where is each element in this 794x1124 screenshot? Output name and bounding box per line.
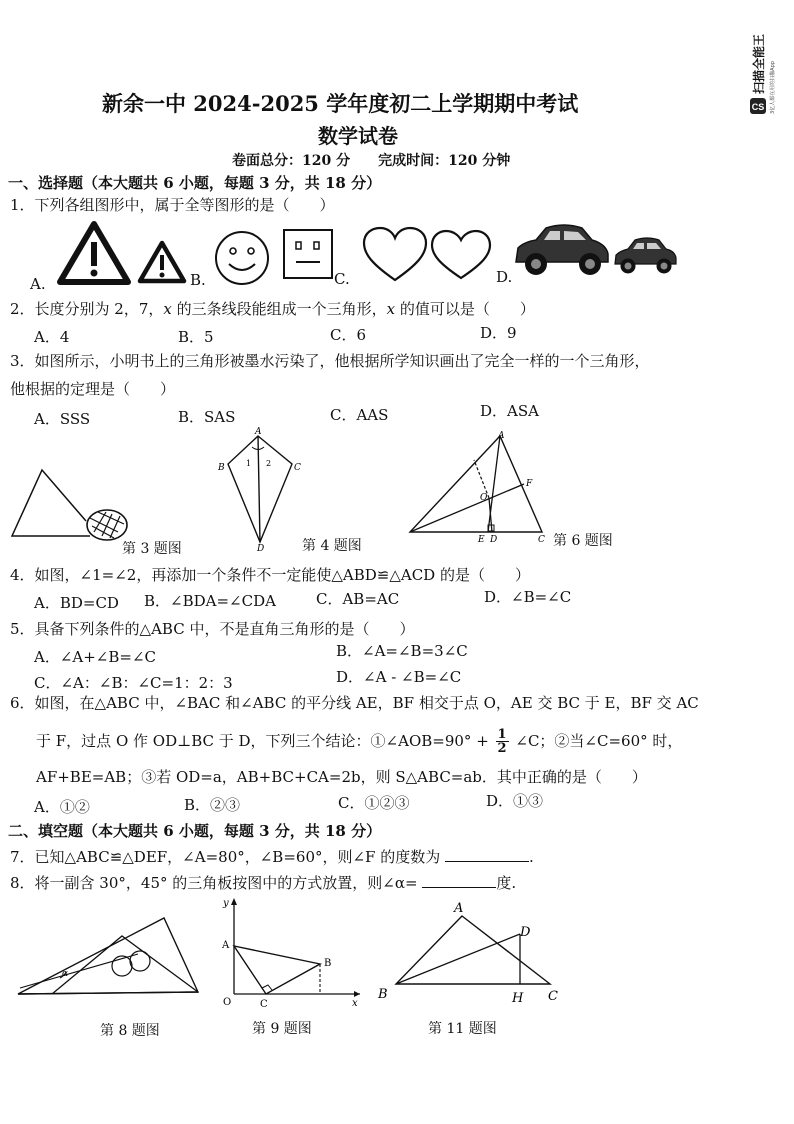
svg-text:1: 1 (246, 459, 252, 468)
q2-stem-part-a: 2．长度分别为 2，7， (10, 300, 164, 318)
q3-option-c: C．AAS (330, 406, 389, 424)
exam-title: 新余一中 2024-2025 学年度初二上学期期中考试 (102, 91, 579, 116)
svg-text:α: α (62, 969, 69, 979)
svg-text:2: 2 (266, 459, 272, 468)
q8-stem-text: 8．将一副含 30°，45° 的三角板按图中的方式放置，则∠α= (10, 874, 418, 892)
q4-option-b: B．∠BDA=∠CDA (144, 592, 276, 610)
q4-option-d: D．∠B=∠C (484, 588, 572, 606)
caption-fig9: 第 9 题图 (252, 1021, 312, 1037)
q7-stem-end: . (529, 848, 534, 866)
heart-large-icon (362, 226, 428, 282)
svg-text:B: B (218, 463, 225, 473)
q3-option-d: D．ASA (480, 402, 539, 420)
caption-fig4: 第 4 题图 (302, 538, 362, 554)
q6-option-c: C．①②③ (338, 794, 410, 812)
smiley-square-icon (282, 228, 334, 280)
heart-small-icon (430, 228, 492, 280)
q5-option-a: A．∠A+∠B=∠C (34, 648, 157, 666)
caption-fig11: 第 11 题图 (428, 1021, 497, 1037)
badge-tagline: 3亿人都在用的扫描App (770, 61, 776, 114)
figure-6-triangle (404, 428, 554, 546)
q2-stem (10, 298, 535, 319)
q2-var-1: x (163, 300, 172, 318)
q8-stem (10, 872, 516, 893)
q7-answer-blank[interactable] (445, 847, 529, 862)
car-large-icon (512, 222, 612, 278)
svg-text:H: H (512, 991, 524, 1006)
q2-option-b: B．5 (178, 328, 214, 346)
svg-text:C: C (538, 535, 545, 545)
section-fill-heading: 二、填空题（本大题共 6 小题，每题 3 分，共 18 分） (8, 822, 382, 840)
q2-stem-part-c: 的值可以是（ ） (395, 300, 535, 318)
q6-option-b: B．②③ (184, 796, 241, 814)
svg-text:x: x (352, 998, 358, 1009)
q2-stem-part-b: 的三条线段能组成一个三角形， (171, 300, 387, 318)
warning-triangle-small-icon (138, 240, 186, 284)
car-small-icon (612, 236, 678, 276)
exam-info: 卷面总分：120 分 完成时间：120 分钟 (232, 153, 511, 169)
scanner-badge (748, 12, 784, 120)
q6-line3: AF+BE=AB；③若 OD=a，AB+BC+CA=2b，则 S△ABC=ab．其中正确的是（ ） (36, 768, 647, 786)
svg-text:B: B (378, 987, 388, 1002)
q2-var-2: x (386, 300, 396, 318)
q8-stem-end: 度. (496, 874, 517, 892)
q8-answer-blank[interactable] (422, 873, 496, 888)
caption-fig8: 第 8 题图 (100, 1023, 160, 1039)
q2-option-a: A．4 (34, 328, 70, 346)
q2-option-d: D．9 (480, 324, 517, 342)
smiley-circle-icon (214, 230, 270, 286)
q5-option-d: D．∠A - ∠B=∠C (336, 668, 462, 686)
figure-4-kite (212, 427, 312, 554)
q6-fraction-den: 2 (497, 741, 507, 756)
svg-text:A: A (222, 940, 230, 951)
q6-line2-part-a: 于 F，过点 O 作 OD⊥BC 于 D，下列三个结论：①∠AOB=90° + (36, 732, 489, 750)
svg-text:E: E (478, 535, 485, 545)
svg-text:A: A (454, 901, 464, 916)
figure-11-triangle (374, 898, 574, 1008)
q3-line1: 3．如图所示，小明书上的三角形被墨水污染了，他根据所学知识画出了完全一样的一个三角形， (10, 352, 650, 370)
svg-text:D: D (520, 925, 531, 940)
svg-text:O: O (480, 493, 488, 503)
scanner-logo-icon (748, 12, 784, 120)
badge-name: 扫描全能王 (752, 33, 766, 94)
q6-line1: 6．如图，在△ABC 中，∠BAC 和∠ABC 的平分线 AE，BF 相交于点 O，AE 交 BC 于 E，BF 交 AC (10, 694, 699, 712)
figure-9-coordinate (216, 894, 366, 1014)
q5-option-c: C．∠A：∠B：∠C=1：2：3 (34, 674, 233, 692)
section-choice-heading: 一、选择题（本大题共 6 小题，每题 3 分，共 18 分） (8, 174, 382, 192)
q6-option-d: D．①③ (486, 792, 544, 810)
q5-stem: 5．具备下列条件的△ABC 中，不是直角三角形的是（ ） (10, 620, 415, 638)
warning-triangle-large-icon (58, 220, 130, 286)
svg-text:C: C (548, 989, 558, 1004)
q6-option-a: A．①② (34, 798, 90, 816)
figure-8-set-squares (16, 914, 202, 998)
q1-option-b: B. (190, 271, 206, 289)
q7-stem-text: 7．已知△ABC≌△DEF，∠A=80°，∠B=60°，则∠F 的度数为 (10, 848, 441, 866)
q3-option-a: A．SSS (34, 410, 91, 428)
svg-text:A: A (255, 427, 262, 437)
svg-text:y: y (223, 898, 229, 909)
q6-line2-part-b: ∠C；②当∠C=60° 时， (515, 732, 683, 750)
svg-text:C: C (294, 463, 301, 473)
caption-fig3: 第 3 题图 (122, 541, 182, 557)
q3-line2: 他根据的定理是（ ） (10, 380, 176, 398)
svg-text:D: D (257, 544, 265, 554)
q1-option-a: A. (30, 275, 46, 293)
svg-text:O: O (223, 997, 232, 1008)
q3-option-b: B．SAS (178, 408, 236, 426)
exam-subtitle: 数学试卷 (318, 124, 398, 148)
q7-stem (10, 846, 534, 867)
q6-line2 (36, 728, 682, 756)
q2-option-c: C．6 (330, 326, 367, 344)
q6-fraction-num: 1 (497, 727, 507, 742)
q6-fraction (496, 728, 509, 756)
q1-option-d: D. (496, 268, 513, 286)
svg-text:C: C (260, 999, 268, 1010)
svg-text:F: F (526, 479, 533, 489)
figure-3-ink-triangle (10, 466, 132, 540)
svg-text:B: B (324, 958, 332, 969)
q4-option-c: C．AB=AC (316, 590, 400, 608)
q4-option-a: A．BD=CD (34, 594, 119, 612)
q1-option-c: C. (334, 270, 350, 288)
svg-text:CS: CS (751, 102, 765, 112)
q1-stem: 1．下列各组图形中，属于全等图形的是（ ） (10, 196, 335, 214)
q5-option-b: B．∠A=∠B=3∠C (336, 642, 468, 660)
caption-fig6: 第 6 题图 (553, 533, 613, 549)
svg-text:A: A (498, 431, 505, 441)
q4-stem: 4．如图，∠1=∠2，再添加一个条件不一定能使△ABD≌△ACD 的是（ ） (10, 566, 530, 584)
svg-text:D: D (490, 535, 498, 545)
